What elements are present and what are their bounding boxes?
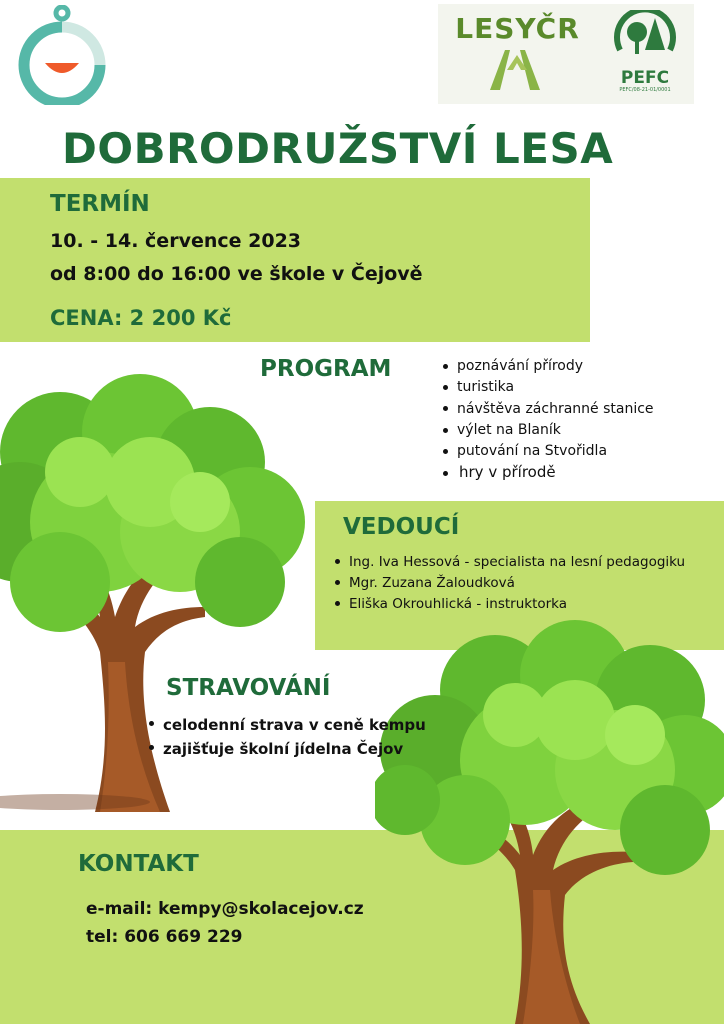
pefc-code: PEFC/08-21-01/0001 [619,87,671,93]
contact-email[interactable]: e-mail: kempy@skolacejov.cz [86,899,364,919]
tree-right-icon [375,620,724,1024]
pefc-logo-text: PEFC [620,68,670,88]
list-item: celodenní strava v ceně kempu [147,713,426,737]
contact-phone[interactable]: tel: 606 669 229 [86,927,243,947]
vedouci-heading: VEDOUCÍ [343,514,460,540]
list-item: výlet na Blaník [441,420,654,441]
list-item: putování na Stvořidla [441,441,654,462]
program-list [441,356,654,484]
termin-time-place: od 8:00 do 16:00 ve škole v Čejově [50,263,423,285]
list-item: Mgr. Zuzana Žaloudková [333,573,685,594]
termin-heading: TERMÍN [50,191,150,217]
list-item: turistika [441,377,654,398]
stravovani-list [147,713,426,761]
vedouci-list [333,552,685,615]
termin-price: CENA: 2 200 Kč [50,306,232,330]
stravovani-heading: STRAVOVÁNÍ [166,675,331,701]
lesy-cr-logo-text: LESYČR [455,12,580,45]
termin-dates: 10. - 14. července 2023 [50,230,302,252]
lesy-cr-logo-icon [455,12,580,102]
list-item: poznávání přírody [441,356,654,377]
page-title: DOBRODRUŽSTVÍ LESA [62,124,614,173]
school-logo-icon [15,5,110,105]
list-item: návštěva záchranné stanice [441,399,654,420]
list-item: zajišťuje školní jídelna Čejov [147,737,426,761]
program-heading: PROGRAM [260,356,392,382]
list-item: hry v přírodě [441,462,654,483]
list-item: Eliška Okrouhlická - instruktorka [333,594,685,615]
kontakt-heading: KONTAKT [78,851,199,877]
list-item: Ing. Iva Hessová - specialista na lesní pedagogiku [333,552,685,573]
pefc-logo-icon [605,10,685,102]
